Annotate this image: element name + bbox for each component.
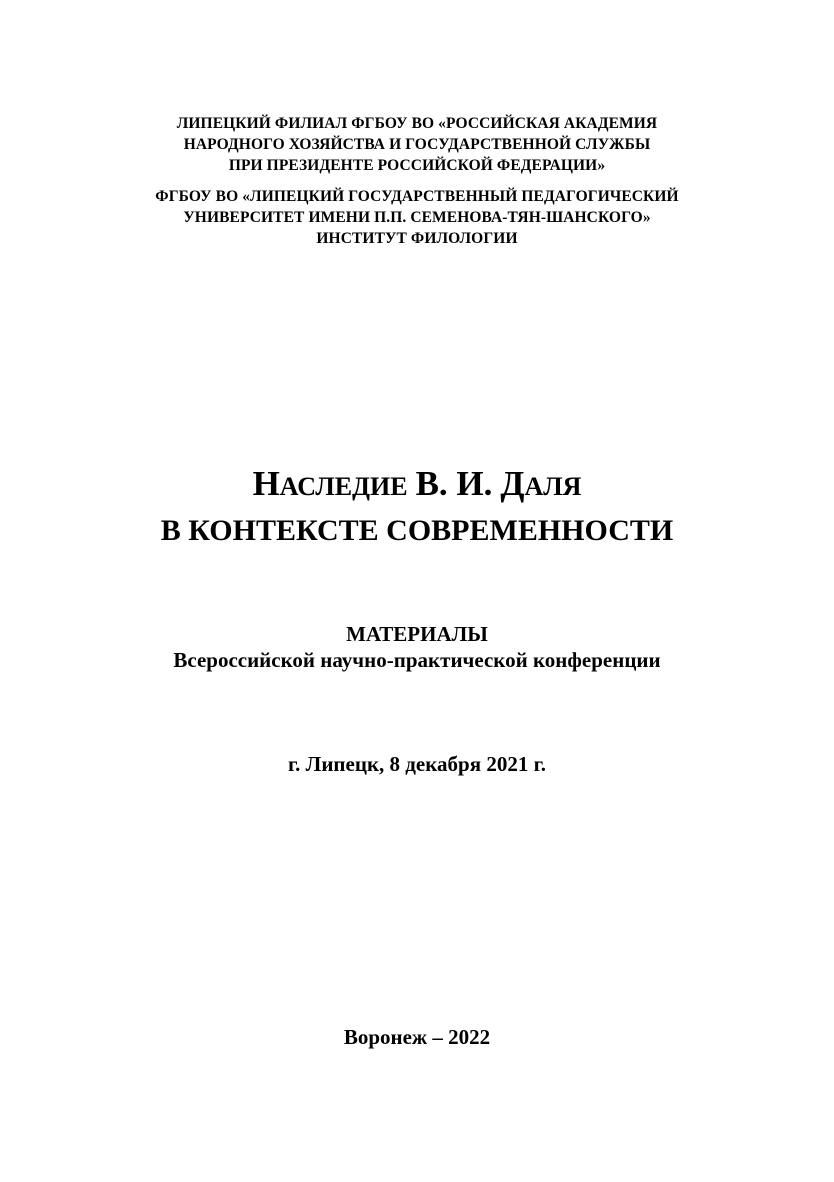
title-line-2: В КОНТЕКСТЕ СОВРЕМЕННОСТИ xyxy=(160,514,674,547)
org1-line-2: НАРОДНОГО ХОЗЯЙСТВА И ГОСУДАРСТВЕННОЙ СЛУЖБЫ xyxy=(183,136,651,153)
org2-line-3: ИНСТИТУТ ФИЛОЛОГИИ xyxy=(316,230,518,247)
org1-line-1: ЛИПЕЦКИЙ ФИЛИАЛ ФГБОУ ВО «РОССИЙСКАЯ АКАДЕМИЯ xyxy=(176,115,658,132)
title-line-1 xyxy=(0,461,834,510)
title-word-3-rest: АЛЯ xyxy=(524,472,582,501)
materials-subtitle: Всероссийской научно-практической конференции xyxy=(173,648,661,672)
title-word-1-rest: АСЛЕДИЕ xyxy=(279,472,408,501)
org2-line-1: ФГБОУ ВО «ЛИПЕЦКИЙ ГОСУДАРСТВЕННЫЙ ПЕДАГОГИЧЕСКИЙ xyxy=(155,188,679,205)
organization-block-2 xyxy=(0,186,834,249)
org1-line-3: ПРИ ПРЕЗИДЕНТЕ РОССИЙСКОЙ ФЕДЕРАЦИИ» xyxy=(228,157,606,174)
organization-block-1 xyxy=(0,113,834,176)
title-word-1-initial: Н xyxy=(252,464,280,503)
conference-place-date: г. Липецк, 8 декабря 2021 г. xyxy=(288,752,546,776)
materials-heading: МАТЕРИАЛЫ xyxy=(346,622,488,646)
title-initials: В. И. xyxy=(415,464,493,503)
title-word-3-initial: Д xyxy=(500,464,525,503)
org2-line-2: УНИВЕРСИТЕТ ИМЕНИ П.П. СЕМЕНОВА-ТЯН-ШАНСКОГО» xyxy=(183,209,651,226)
publication-city-year: Воронеж – 2022 xyxy=(343,1025,491,1049)
